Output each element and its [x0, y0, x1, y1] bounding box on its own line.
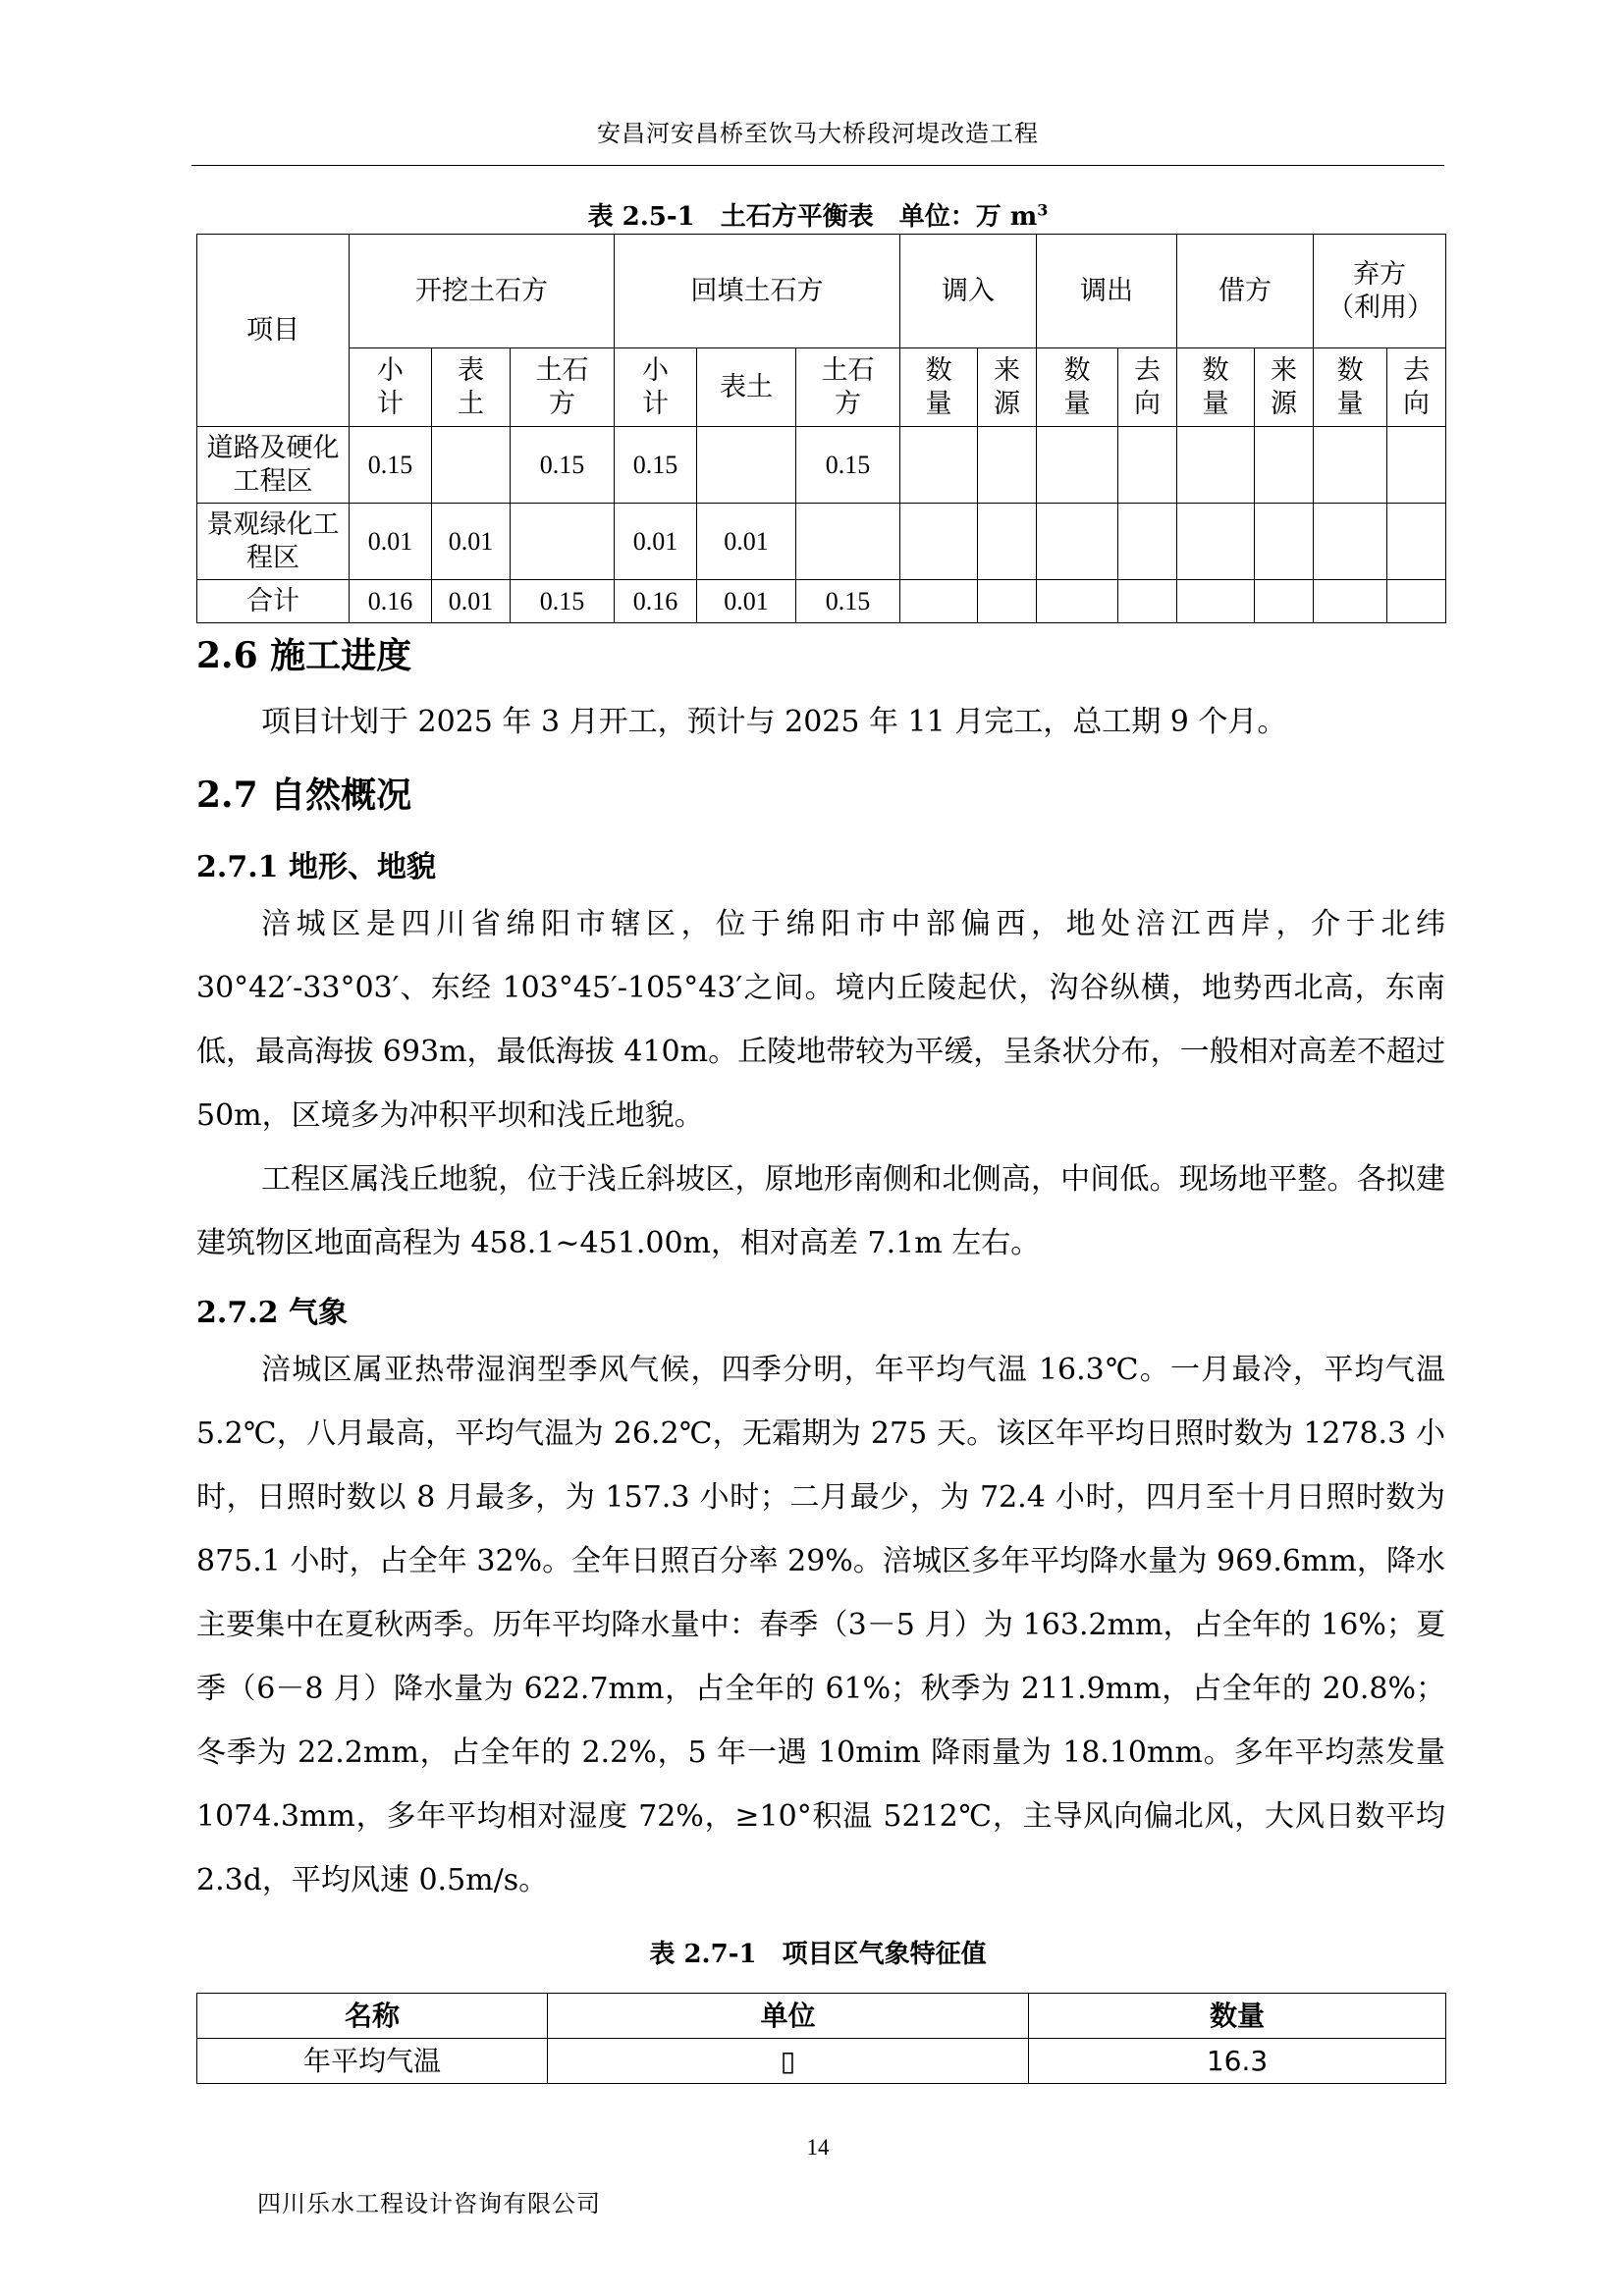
table1-sub-out-destination: 去向	[1118, 348, 1177, 427]
table1-cell: 0.15	[350, 427, 432, 504]
table1-sub-in-quantity: 数量	[900, 348, 978, 427]
table1-cell: 0.01	[432, 504, 511, 580]
table1-cell	[697, 427, 796, 504]
table1-caption-sup: 3	[1037, 200, 1049, 220]
page-number: 14	[806, 2135, 830, 2160]
table1-cell: 0.01	[697, 580, 796, 623]
table1-cell: 0.01	[697, 504, 796, 580]
table1-cell: 0.15	[511, 427, 615, 504]
table1-cell: 0.15	[511, 580, 615, 623]
footer-company-name: 四川乐水工程设计咨询有限公司	[257, 2190, 601, 2217]
table2-cell-unit: ▯	[548, 2039, 1029, 2084]
table1-sub-spoil-quantity: 数量	[1314, 348, 1387, 427]
table1-cell: 0.15	[615, 427, 697, 504]
section-2-7-1-paragraph-1: 涪城区是四川省绵阳市辖区，位于绵阳市中部偏西，地处涪江西岸，介于北纬 30°42′-33°03′、东经 103°45′-105°43′之间。境内丘陵起伏，沟谷纵横，地势西北高，东南低，最高海拔 693m，最低海拔 410m。丘陵地带较为平缓，呈条状分布，一般相对高差不超过 50m，区境多为冲积平坝和浅丘地貌。	[196, 907, 1445, 1133]
table1-cell	[796, 504, 900, 580]
section-2-7-1-heading: 2.7.1 地形、地貌	[196, 850, 436, 884]
table2-header-value: 数量	[1029, 1994, 1446, 2039]
table2-caption: 表 2.7-1 项目区气象特征值	[649, 1940, 987, 1969]
table1-header-transfer-out: 调出	[1037, 235, 1177, 348]
table1-cell: 0.01	[350, 504, 432, 580]
table1-sub-borrow-source: 来源	[1255, 348, 1314, 427]
table1-row-name: 合计	[197, 580, 350, 623]
table-row	[197, 504, 1446, 580]
table1-cell: 0.01	[615, 504, 697, 580]
table1-caption	[191, 196, 1444, 233]
section-2-7-heading: 2.7 自然概况	[196, 774, 412, 816]
table1-header-excavation: 开挖土石方	[350, 235, 615, 348]
table1-cell: 0.01	[432, 580, 511, 623]
table1-sub-bf-topsoil: 表土	[697, 348, 796, 427]
table1-header-borrow: 借方	[1177, 235, 1314, 348]
table1-header-item: 项目	[197, 235, 350, 427]
table1-cell: 0.16	[615, 580, 697, 623]
table2-cell-name: 年平均气温	[197, 2039, 548, 2084]
table1-cell	[511, 504, 615, 580]
table1-sub-borrow-quantity: 数量	[1177, 348, 1255, 427]
table1-cell	[432, 427, 511, 504]
header-divider	[191, 165, 1444, 166]
section-2-7-2-paragraph-1: 涪城区属亚热带湿润型季风气候，四季分明，年平均气温 16.3℃。一月最冷，平均气温 5.2℃，八月最高，平均气温为 26.2℃，无霜期为 275 天。该区年平均日照时数为 1278.3 小时，日照时数以 8 月最多，为 157.3 小时；二月最少，为 72.4 小时，四月至十月日照时数为 875.1 小时，占全年 32%。全年日照百分率 29%。涪城区多年平均降水量为 969.6mm，降水主要集中在夏秋两季。历年平均降水量中：春季（3－5 月）为 163.2mm，占全年的 16%；夏季（6－8 月）降水量为 622.7mm，占全年的 61%；秋季为 211.9mm，占全年的 20.8%；冬季为 22.2mm，占全年的 2.2%，5 年一遇 10mim 降雨量为 18.10mm。多年平均蒸发量 1074.3mm，多年平均相对湿度 72%，≥10°积温 5212℃，主导风向偏北风，大风日数平均 2.3d，平均风速 0.5m/s。	[196, 1353, 1445, 1897]
table1-sub-spoil-destination: 去向	[1387, 348, 1446, 427]
table2-header-unit: 单位	[548, 1994, 1029, 2039]
section-2-6-text: 项目计划于 2025 年 3 月开工，预计与 2025 年 11 月完工，总工期 9 个月。	[261, 705, 1287, 739]
section-2-6-heading: 2.6 施工进度	[196, 635, 412, 676]
section-2-7-2-heading: 2.7.2 气象	[196, 1296, 348, 1330]
table1-row-name: 道路及硬化工程区	[197, 427, 350, 504]
table-row	[197, 2039, 1446, 2084]
table1-cell: 0.16	[350, 580, 432, 623]
table1-cell: 0.15	[796, 580, 900, 623]
table1-sub-bf-subtotal: 小计	[615, 348, 697, 427]
table1-sub-in-source: 来源	[978, 348, 1037, 427]
table2-cell-value: 16.3	[1029, 2039, 1446, 2084]
table1-header-transfer-in: 调入	[900, 235, 1037, 348]
table1-row-name: 景观绿化工程区	[197, 504, 350, 580]
table-row	[197, 427, 1446, 504]
table1-sub-ex-earth-rock: 土石方	[511, 348, 615, 427]
climate-characteristics-table	[196, 1993, 1446, 2084]
table1-header-spoil: 弃方（利用）	[1314, 235, 1446, 348]
table1-sub-bf-earth-rock: 土石方	[796, 348, 900, 427]
table1-sub-ex-subtotal: 小计	[350, 348, 432, 427]
table2-header-name: 名称	[197, 1994, 548, 2039]
table1-sub-out-quantity: 数量	[1037, 348, 1118, 427]
table-row	[197, 580, 1446, 623]
section-2-7-1-paragraph-2: 工程区属浅丘地貌，位于浅丘斜坡区，原地形南侧和北侧高，中间低。现场地平整。各拟建建筑物区地面高程为 458.1~451.00m，相对高差 7.1m 左右。	[196, 1162, 1445, 1260]
table1-cell: 0.15	[796, 427, 900, 504]
table1-sub-ex-topsoil: 表土	[432, 348, 511, 427]
earthwork-balance-table	[196, 234, 1446, 623]
page-header-title: 安昌河安昌桥至饮马大桥段河堤改造工程	[597, 120, 1039, 147]
table1-caption-text: 表 2.5-1 土石方平衡表 单位：万 m	[587, 202, 1038, 232]
table1-header-backfill: 回填土石方	[615, 235, 900, 348]
